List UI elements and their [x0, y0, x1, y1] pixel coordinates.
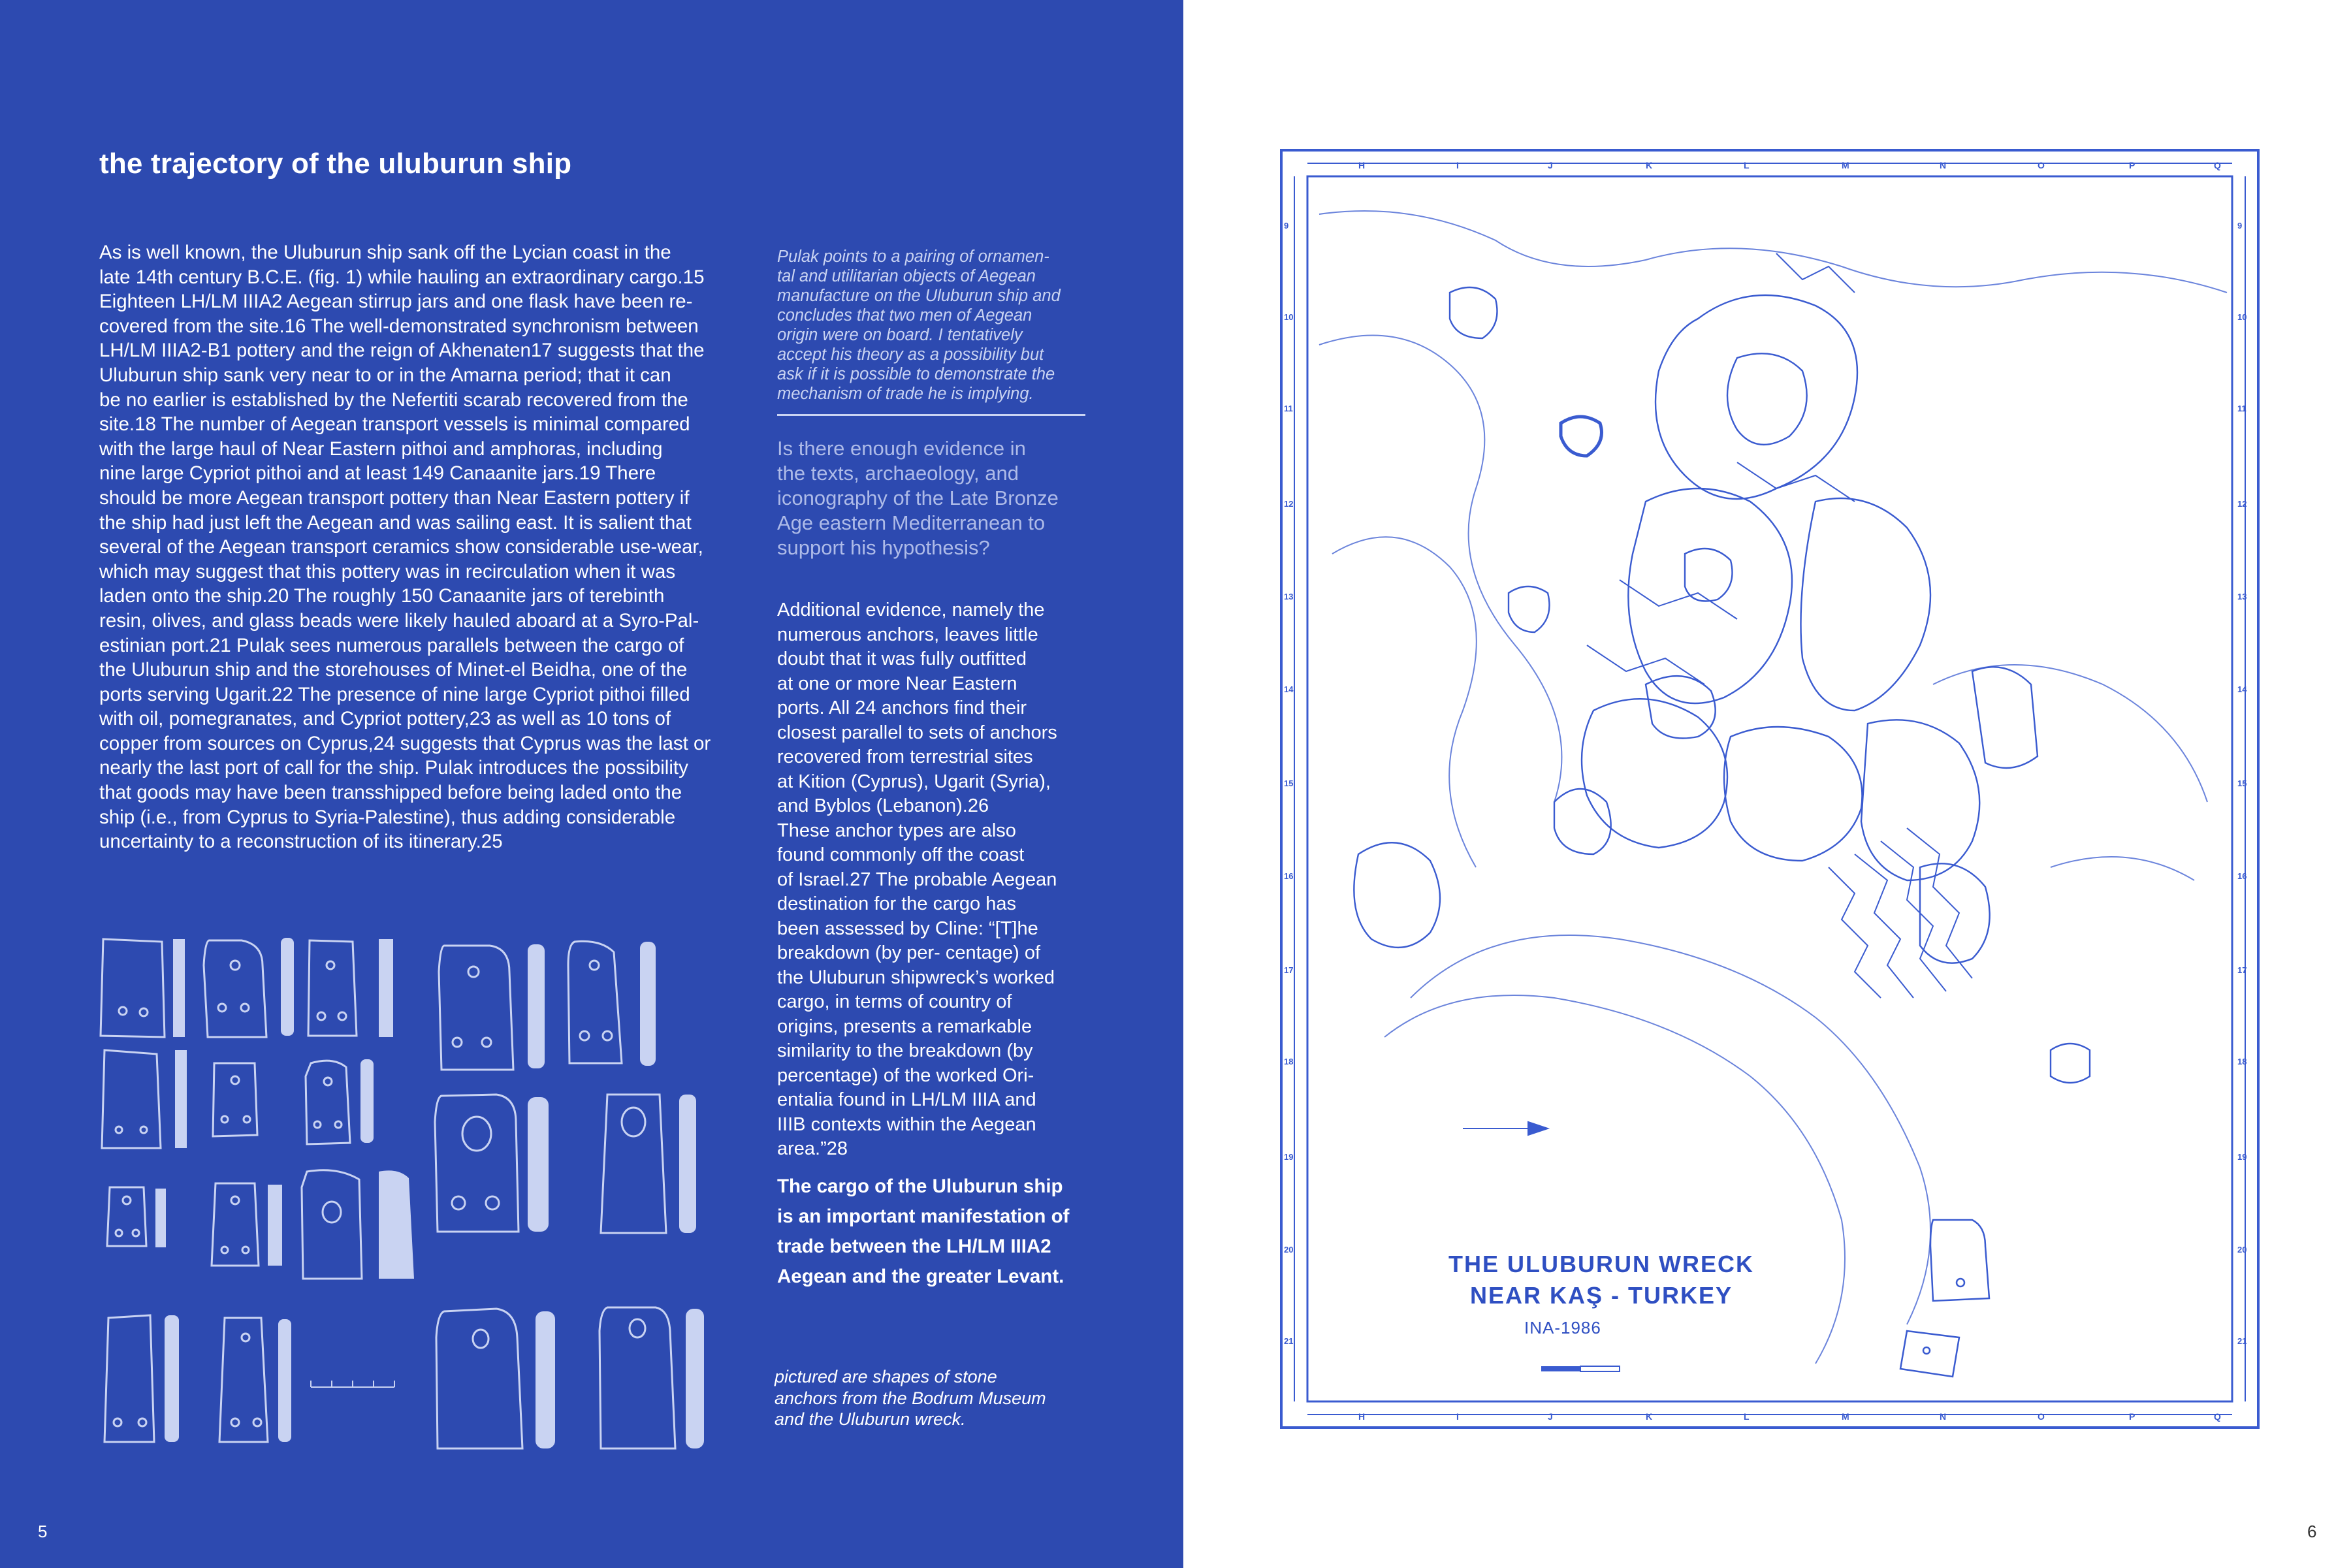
caption-line: anchors from the Bodrum Museum — [775, 1388, 1046, 1408]
grid-number: 10 — [1284, 312, 1294, 322]
body-line: As is well known, the Uluburun ship sank off the Lycian coast in the — [99, 242, 671, 263]
anchor-shape — [439, 946, 513, 1070]
emphasis-line: trade between the LH/LM IIIA2 — [777, 1236, 1051, 1257]
divider-rule — [777, 414, 1085, 416]
anchor-shape — [436, 1309, 522, 1448]
map-frame — [1281, 150, 2258, 1428]
stone-anchors-illustration — [91, 926, 744, 1462]
body-line: should be more Aegean transport pottery than Near Eastern pottery if — [99, 487, 690, 509]
grid-letter: O — [2038, 1411, 2045, 1422]
evidence-line: entalia found in LH/LM IIIA and — [777, 1089, 1036, 1110]
grid-letter: H — [1358, 160, 1366, 170]
grid-number: 17 — [1284, 965, 1294, 975]
anchor-shape — [204, 940, 266, 1037]
evidence-line: recovered from terrestrial sites — [777, 746, 1033, 767]
quote-line: accept his theory as a possibility but — [777, 345, 1044, 364]
grid-number: 9 — [2237, 221, 2243, 231]
evidence-line: doubt that it was fully outfitted — [777, 648, 1027, 669]
grid-number: 15 — [1284, 778, 1294, 788]
evidence-line: breakdown (by per- centage) of — [777, 942, 1040, 963]
anchor-profile — [536, 1311, 555, 1448]
evidence-line: closest parallel to sets of anchors — [777, 722, 1057, 743]
grid-number: 21 — [1284, 1336, 1294, 1346]
grid-letter: I — [1456, 160, 1459, 170]
quote-line: origin were on board. I tentatively — [777, 326, 1023, 344]
anchor-shape — [219, 1318, 268, 1442]
anchor-profile — [686, 1309, 704, 1448]
map-anchors — [1900, 1220, 1989, 1377]
page-number: 5 — [38, 1522, 48, 1541]
anchor-shape — [107, 1187, 146, 1246]
anchor-shape — [101, 939, 165, 1037]
body-line: the Uluburun ship and the storehouses of Minet-el Beidha, one of the — [99, 659, 688, 681]
quote-line: mechanism of trade he is implying. — [777, 385, 1034, 403]
anchor-shape — [435, 1095, 519, 1232]
grid-number: 9 — [1284, 221, 1289, 231]
grid-number: 13 — [1284, 592, 1294, 601]
grid-letter: I — [1456, 1411, 1459, 1422]
anchor-shape — [213, 1063, 257, 1136]
grid-number: 20 — [2237, 1245, 2247, 1255]
quote-line: concludes that two men of Aegean — [777, 306, 1032, 325]
question-text — [777, 436, 1091, 560]
evidence-line: similarity to the breakdown (by — [777, 1040, 1033, 1061]
body-line: that goods may have been transshipped before being laded onto the — [99, 782, 682, 804]
side-quote — [777, 247, 1084, 404]
evidence-line: percentage) of the worked Ori- — [777, 1064, 1034, 1086]
grid-number: 13 — [2237, 592, 2247, 601]
question-line: the texts, archaeology, and — [777, 462, 1019, 485]
body-line: with the large haul of Near Eastern pithoi and amphoras, including — [99, 438, 663, 460]
grid-letter: L — [1744, 160, 1750, 170]
grid-letter: K — [1646, 1411, 1653, 1422]
grid-number: 12 — [1284, 499, 1294, 509]
caption-line: and the Uluburun wreck. — [775, 1409, 966, 1429]
page-number: 6 — [2307, 1522, 2317, 1541]
anchor-profile — [379, 1170, 414, 1279]
quote-line: ask if it is possible to demonstrate the — [777, 365, 1055, 383]
grid-number: 16 — [1284, 871, 1294, 881]
grid-number: 18 — [2237, 1057, 2247, 1066]
body-line: several of the Aegean transport ceramics show considerable use-wear, — [99, 536, 703, 558]
question-line: Is there enough evidence in — [777, 437, 1026, 460]
grid-letter: J — [1548, 1411, 1553, 1422]
body-line: which may suggest that this pottery was in recirculation when it was — [99, 560, 676, 583]
grid-number: 10 — [2237, 312, 2247, 322]
evidence-line: ports. All 24 anchors find their — [777, 697, 1027, 718]
evidence-line: numerous anchors, leaves little — [777, 624, 1038, 645]
grid-number: 19 — [1284, 1152, 1294, 1162]
anchor-shape — [601, 1095, 666, 1233]
grid-letter: M — [1842, 1411, 1849, 1422]
cargo-scatter — [1587, 253, 1972, 998]
grid-number: 14 — [1284, 684, 1294, 694]
body-line: covered from the site.16 The well-demonstrated synchronism between — [99, 315, 699, 337]
grid-number: 18 — [1284, 1057, 1294, 1066]
grid-number: 11 — [2237, 404, 2247, 413]
evidence-line: at one or more Near Eastern — [777, 673, 1017, 694]
grid-letter: N — [1940, 1411, 1947, 1422]
grid-letter: J — [1548, 160, 1553, 170]
grid-number: 11 — [1284, 404, 1293, 413]
figure-caption — [775, 1366, 1088, 1430]
anchor-profile — [379, 939, 393, 1037]
anchor-shape — [302, 1170, 362, 1279]
quote-line: Pulak points to a pairing of ornamen- — [777, 248, 1049, 266]
body-line: late 14th century B.C.E. (fig. 1) while hauling an extraordinary cargo.15 — [99, 266, 705, 288]
anchor-profile — [281, 938, 294, 1036]
grid-letter: H — [1358, 1411, 1366, 1422]
body-line: ship (i.e., from Cyprus to Syria-Palestine), thus adding considerable — [99, 806, 676, 828]
grid-number: 14 — [2237, 684, 2247, 694]
anchor-shape — [600, 1307, 675, 1448]
grid-number: 17 — [2237, 965, 2247, 975]
body-line: LH/LM IIIA2-B1 pottery and the reign of Akhenaten17 suggests that the — [99, 340, 705, 362]
anchor-profile — [360, 1059, 374, 1143]
grid-number: 12 — [2237, 499, 2247, 509]
anchor-shape — [212, 1183, 259, 1266]
map-title-line: NEAR KAŞ - TURKEY — [1469, 1282, 1733, 1309]
body-line: uncertainty to a reconstruction of its itinerary.25 — [99, 831, 503, 853]
body-line: the ship had just left the Aegean and was sailing east. It is salient that — [99, 511, 692, 534]
anchor-profile — [173, 939, 185, 1037]
anchor-profile — [640, 942, 656, 1066]
evidence-line: been assessed by Cline: “[T]he — [777, 918, 1038, 939]
anchor-profile — [268, 1185, 282, 1266]
anchor-profile — [528, 1097, 549, 1232]
quote-line: tal and utilitarian objects of Aegean — [777, 267, 1036, 285]
body-text — [99, 240, 746, 854]
evidence-line: IIIB contexts within the Aegean — [777, 1113, 1036, 1135]
evidence-line: found commonly off the coast — [777, 844, 1025, 865]
map-title — [1448, 1249, 1754, 1311]
evidence-line: of Israel.27 The probable Aegean — [777, 869, 1057, 890]
emphasis-line: is an important manifestation of — [777, 1206, 1070, 1227]
grid-letter: P — [2129, 1411, 2135, 1422]
anchor-profile — [278, 1319, 291, 1442]
map-title-line: THE ULUBURUN WRECK — [1448, 1251, 1754, 1277]
anchor-shape — [102, 1050, 161, 1148]
body-line: resin, olives, and glass beads were likely hauled aboard at a Syro-Pal- — [99, 609, 699, 632]
evidence-line: area.”28 — [777, 1138, 848, 1159]
anchor-profile — [165, 1315, 179, 1442]
north-arrow-icon — [1463, 1122, 1548, 1135]
emphasis-statement — [777, 1172, 1091, 1292]
grid-letter: P — [2129, 160, 2135, 170]
grid-number: 16 — [2237, 871, 2247, 881]
evidence-line: These anchor types are also — [777, 820, 1016, 841]
grid-number: 21 — [2237, 1336, 2247, 1346]
evidence-line: at Kition (Cyprus), Ugarit (Syria), — [777, 771, 1051, 792]
evidence-line: the Uluburun shipwreck’s worked — [777, 967, 1055, 988]
grid-letter: M — [1842, 160, 1849, 170]
body-line: with oil, pomegranates, and Cypriot pottery,23 as well as 10 tons of — [99, 708, 671, 730]
uluburun-wreck-site-plan — [1280, 149, 2260, 1429]
grid-letter: Q — [2214, 160, 2221, 170]
caption-line: pictured are shapes of stone — [775, 1367, 997, 1386]
evidence-line: origins, presents a remarkable — [777, 1016, 1032, 1037]
map-scale-bar — [1541, 1366, 1620, 1371]
section-title: the trajectory of the uluburun ship — [99, 148, 572, 180]
grid-letter: Q — [2214, 1411, 2221, 1422]
anchor-shape — [308, 940, 357, 1036]
anchor-profile — [679, 1095, 696, 1233]
body-line: laden onto the ship.20 The roughly 150 Canaanite jars of terebinth — [99, 585, 665, 607]
evidence-line: Additional evidence, namely the — [777, 600, 1045, 620]
scale-bar — [311, 1381, 394, 1387]
anchor-profile — [155, 1189, 166, 1247]
body-line: ports serving Ugarit.22 The presence of nine large Cypriot pithoi filled — [99, 683, 690, 705]
evidence-text — [777, 598, 1091, 1162]
body-line: nine large Cypriot pithoi and at least 149 Canaanite jars.19 There — [99, 462, 656, 485]
question-line: Age eastern Mediterranean to — [777, 511, 1046, 534]
grid-number: 15 — [2237, 778, 2247, 788]
anchor-shape — [306, 1061, 350, 1144]
body-line: Eighteen LH/LM IIIA2 Aegean stirrup jars and one flask have been re- — [99, 291, 693, 313]
evidence-line: destination for the cargo has — [777, 893, 1016, 914]
emphasis-line: The cargo of the Uluburun ship — [777, 1176, 1063, 1197]
map-inner-frame — [1307, 176, 2232, 1401]
grid-letter: O — [2038, 160, 2045, 170]
anchor-profile — [528, 944, 545, 1068]
body-line: site.18 The number of Aegean transport vessels is minimal compared — [99, 413, 690, 436]
grid-letter: N — [1940, 160, 1947, 170]
body-line: nearly the last port of call for the ship. Pulak introduces the possibility — [99, 757, 688, 779]
anchor-shape — [104, 1315, 154, 1442]
question-line: support his hypothesis? — [777, 536, 990, 559]
evidence-line: cargo, in terms of country of — [777, 991, 1012, 1012]
seabed-contours — [1319, 211, 2227, 1364]
grid-number: 20 — [1284, 1245, 1294, 1255]
wreck-outline — [1354, 287, 2090, 1083]
grid-number: 19 — [2237, 1152, 2247, 1162]
quote-line: manufacture on the Uluburun ship and — [777, 287, 1061, 305]
evidence-line: and Byblos (Lebanon).26 — [777, 795, 989, 816]
question-line: iconography of the Late Bronze — [777, 487, 1059, 509]
anchor-shape — [568, 941, 622, 1063]
emphasis-line: Aegean and the greater Levant. — [777, 1266, 1064, 1287]
body-line: Uluburun ship sank very near to or in the Amarna period; that it can — [99, 364, 671, 386]
body-line: copper from sources on Cyprus,24 suggests that Cyprus was the last or — [99, 732, 711, 754]
grid-letter: K — [1646, 160, 1653, 170]
grid-ticks — [1294, 163, 2245, 1415]
anchor-profile — [175, 1050, 187, 1148]
grid-letter: L — [1744, 1411, 1750, 1422]
body-line: be no earlier is established by the Nefertiti scarab recovered from the — [99, 389, 688, 411]
map-subtitle: INA-1986 — [1524, 1318, 1601, 1337]
body-line: estinian port.21 Pulak sees numerous parallels between the cargo of — [99, 634, 684, 656]
